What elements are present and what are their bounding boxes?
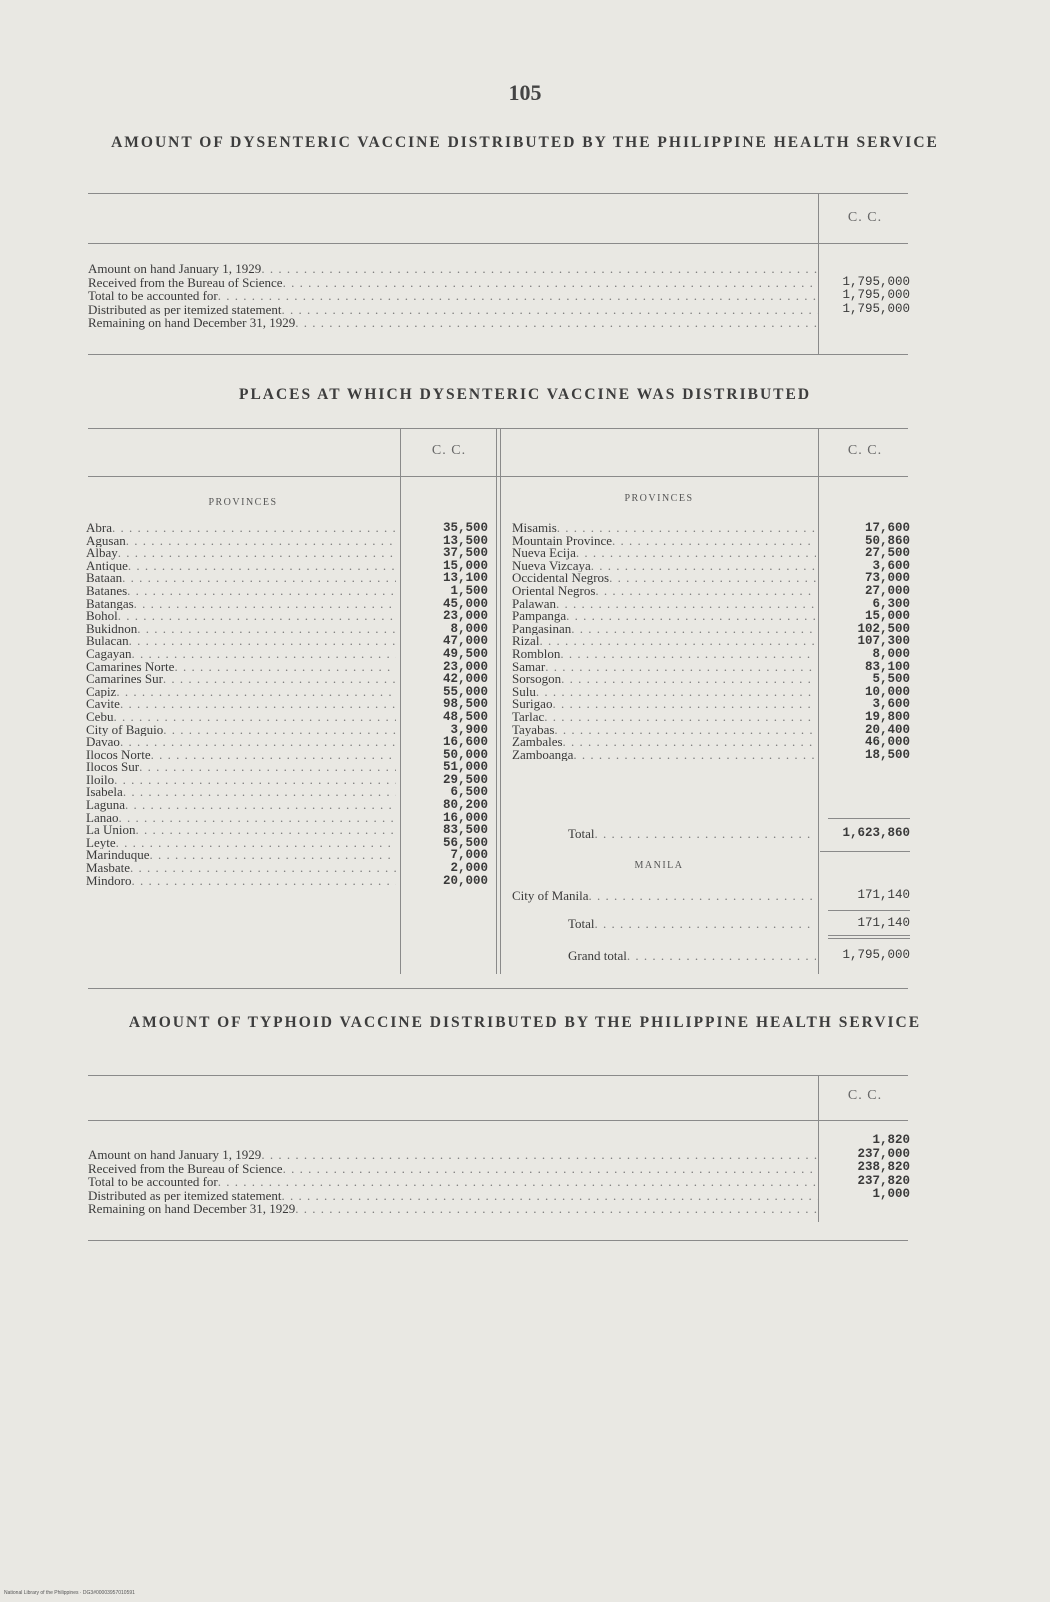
list-item: Davao . . . <box>86 736 396 749</box>
provinces-total-bottom-rule <box>820 851 910 852</box>
grand-total-row: Grand total . . . <box>568 948 816 964</box>
list-item: Bukidnon . . . <box>86 623 396 636</box>
list-item: Bohol . . . <box>86 610 396 623</box>
list-item: La Union . . . <box>86 824 396 837</box>
provinces-values-right: 17,600 50,860 27,500 3,600 73,000 27,000 6,300 15,000 102,500 107,300 8,000 83,100 5,500 10,000 3,600 19,800 20,400 46,000 18,500 <box>857 521 910 762</box>
list-item: Mindoro . . . <box>86 875 396 888</box>
list-item: Pampanga . . . <box>512 610 816 623</box>
table-row: Distributed as per itemized statement . . . <box>88 1189 818 1203</box>
table-row: Total to be accounted for . . . <box>88 289 818 303</box>
list-item: Nueva Vizcaya . . . <box>512 560 816 573</box>
list-item: Misamis . . . <box>512 522 816 535</box>
table1-top-rule <box>88 193 908 194</box>
list-item: Occidental Negros . . . <box>512 572 816 585</box>
list-item: Abra . . . <box>86 522 396 535</box>
list-item: Samar . . . <box>512 661 816 674</box>
table3-header-rule <box>88 1120 908 1121</box>
list-item: Agusan . . . <box>86 535 396 548</box>
table2-top-rule <box>88 428 908 429</box>
list-item: Oriental Negros . . . <box>512 585 816 598</box>
list-item: Cagayan . . . <box>86 648 396 661</box>
list-item: Sulu . . . <box>512 686 816 699</box>
table2-col-rule-4 <box>818 429 819 974</box>
list-item: Ilocos Sur . . . <box>86 761 396 774</box>
table1-bottom-rule <box>88 354 908 355</box>
table-row: Distributed as per itemized statement . . . <box>88 303 818 317</box>
list-item: Pangasinan . . . <box>512 623 816 636</box>
list-item: Leyte . . . <box>86 837 396 850</box>
list-item: Isabela . . . <box>86 786 396 799</box>
footer-note: National Library of the Philippines · DG3#00003957010591 <box>4 1590 135 1596</box>
table-row: Remaining on hand December 31, 1929 . . . <box>88 1202 818 1216</box>
provinces-list-left <box>86 522 396 887</box>
manila-row: City of Manila . . . <box>512 888 816 904</box>
list-item: Zamboanga . . . <box>512 749 816 762</box>
table3-bottom-rule <box>88 1240 908 1241</box>
list-item: Camarines Sur . . . <box>86 673 396 686</box>
table-row: Received from the Bureau of Science . . . <box>88 1162 818 1176</box>
grand-total-value: 1,795,000 <box>842 948 910 962</box>
list-item: Albay . . . <box>86 547 396 560</box>
dysentery-amount-title: AMOUNT OF DYSENTERIC VACCINE DISTRIBUTED BY THE PHILIPPINE HEALTH SERVICE <box>111 134 939 151</box>
table1-values: 1,795,000 1,795,000 1,795,000 <box>842 274 910 316</box>
provinces-values-left: 35,500 13,500 37,500 15,000 13,100 1,500 45,000 23,000 8,000 47,000 49,500 23,000 42,000 55,000 98,500 48,500 3,900 16,600 50,000 51,000 29,500 6,500 80,200 16,000 83,500 56,500 7,000 2,000 20,000 <box>442 521 488 888</box>
table3-values: 1,820 237,000 238,820 237,820 1,000 <box>857 1133 910 1201</box>
table2-unit-header-left: C. C. <box>431 443 467 458</box>
list-item: Ilocos Norte . . . <box>86 749 396 762</box>
table-row: Remaining on hand December 31, 1929 . . . <box>88 316 818 330</box>
provinces-total-value: 1,623,860 <box>842 826 910 840</box>
list-item: Palawan . . . <box>512 598 816 611</box>
manila-heading: MANILA <box>634 860 684 871</box>
list-item: Batanes . . . <box>86 585 396 598</box>
table2-col-rule-1 <box>400 429 401 974</box>
manila-total-value: 171,140 <box>857 916 910 930</box>
list-item: Zambales . . . <box>512 736 816 749</box>
manila-total-rule <box>828 910 910 911</box>
list-item: Tarlac . . . <box>512 711 816 724</box>
table3-col-rule <box>818 1076 819 1222</box>
table-row: Amount on hand January 1, 1929 . . . <box>88 1148 818 1162</box>
list-item: Sorsogon . . . <box>512 673 816 686</box>
list-item: City of Baguio . . . <box>86 724 396 737</box>
list-item: Romblon . . . <box>512 648 816 661</box>
list-item: Cebu . . . <box>86 711 396 724</box>
table1-header-rule <box>88 243 908 244</box>
table1-col-rule <box>818 194 819 354</box>
list-item: Surigao . . . <box>512 698 816 711</box>
list-item: Tayabas . . . <box>512 724 816 737</box>
table2-bottom-rule <box>88 988 908 989</box>
table1-labels <box>88 262 818 330</box>
list-item: Cavite . . . <box>86 698 396 711</box>
page-number: 105 <box>508 80 542 105</box>
table3-unit-header: C. C. <box>847 1088 883 1103</box>
list-item: Bulacan . . . <box>86 635 396 648</box>
list-item: Masbate . . . <box>86 862 396 875</box>
list-item: Batangas . . . <box>86 598 396 611</box>
table3-top-rule <box>88 1075 908 1076</box>
provinces-heading-left: PROVINCES <box>208 497 278 508</box>
table-row: Total to be accounted for . . . <box>88 1175 818 1189</box>
list-item: Iloilo . . . <box>86 774 396 787</box>
list-item: Mountain Province . . . <box>512 535 816 548</box>
list-item: Lanao . . . <box>86 812 396 825</box>
table2-unit-header-right: C. C. <box>847 443 883 458</box>
table2-col-rule-3 <box>500 429 501 974</box>
table-row: Received from the Bureau of Science . . . <box>88 276 818 290</box>
list-item: Nueva Ecija . . . <box>512 547 816 560</box>
list-item: Camarines Norte . . . <box>86 661 396 674</box>
provinces-list-right <box>512 522 816 761</box>
manila-value: 171,140 <box>857 888 910 902</box>
list-item: Rizal . . . <box>512 635 816 648</box>
list-item: Marinduque . . . <box>86 849 396 862</box>
provinces-total-row: Total . . . <box>568 826 816 842</box>
manila-total-row: Total . . . <box>568 916 816 932</box>
table3-labels <box>88 1148 818 1216</box>
list-item: Antique . . . <box>86 560 396 573</box>
table1-unit-header: C. C. <box>847 210 883 225</box>
list-item: Capiz . . . <box>86 686 396 699</box>
grand-total-rule-1 <box>828 935 910 936</box>
places-title: PLACES AT WHICH DYSENTERIC VACCINE WAS DISTRIBUTED <box>238 386 812 403</box>
table2-header-rule <box>88 476 908 477</box>
table2-col-rule-2 <box>496 429 497 974</box>
provinces-heading-right: PROVINCES <box>624 493 694 504</box>
list-item: Bataan . . . <box>86 572 396 585</box>
typhoid-amount-title: AMOUNT OF TYPHOID VACCINE DISTRIBUTED BY THE PHILIPPINE HEALTH SERVICE <box>128 1014 922 1031</box>
provinces-total-rule <box>828 818 910 819</box>
table-row: Amount on hand January 1, 1929 . . . <box>88 262 818 276</box>
grand-total-rule-2 <box>828 938 910 939</box>
list-item: Laguna . . . <box>86 799 396 812</box>
